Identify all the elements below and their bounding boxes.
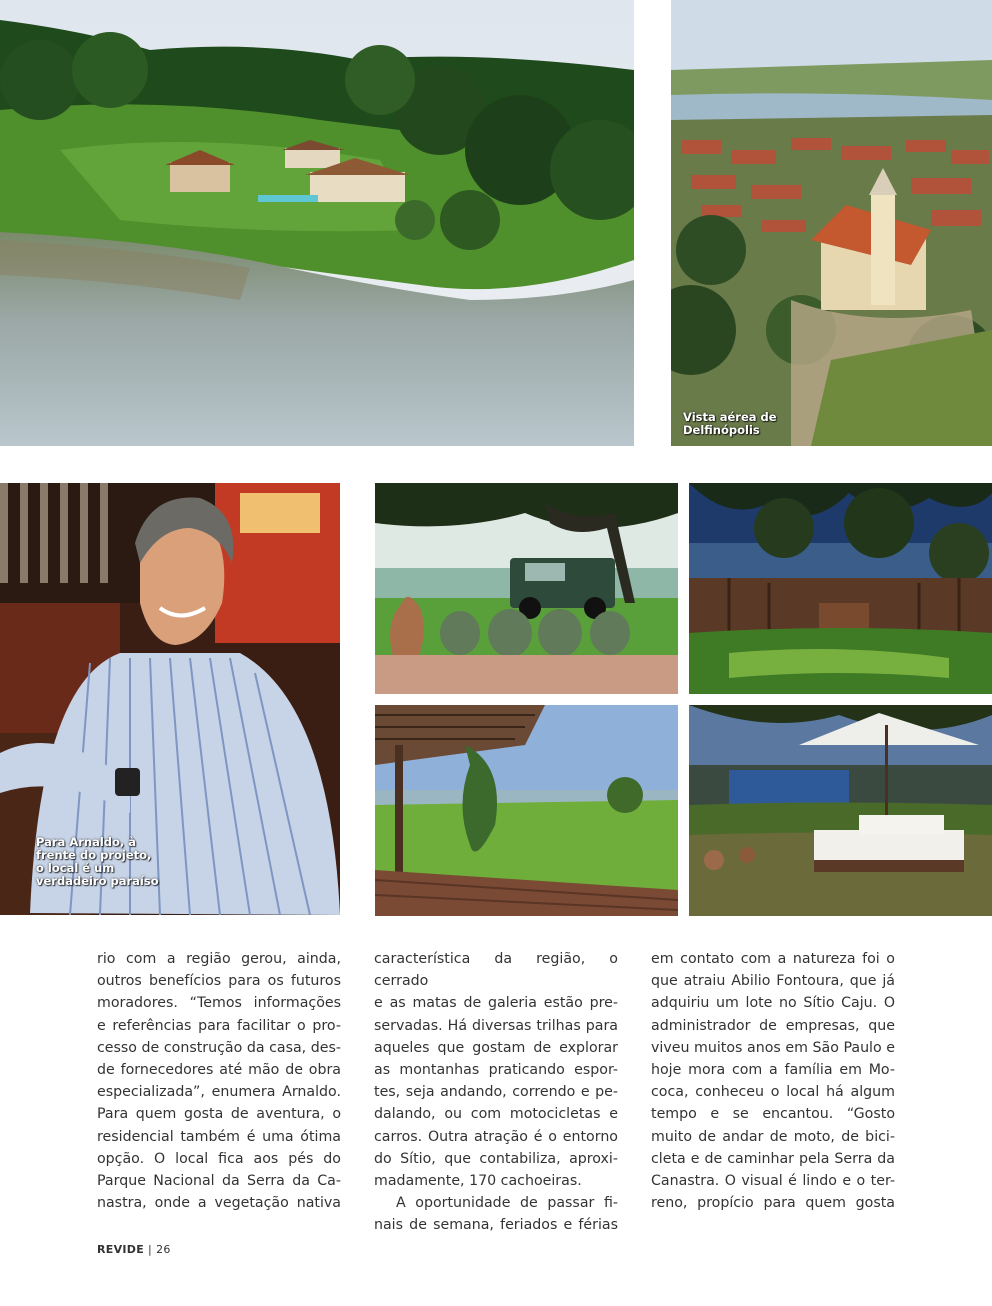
text-line: especializada”, enumera Arnaldo. <box>97 1084 341 1101</box>
text-line: de fornecedores até mão de obra <box>97 1062 341 1079</box>
article-paragraph <box>97 948 341 1214</box>
article-paragraph <box>374 1192 618 1236</box>
article-column-2 <box>374 948 618 1237</box>
text-line: cleta e de caminhar pela Serra da <box>651 1150 895 1167</box>
text-line: Para quem gosta de aventura, o <box>97 1106 341 1123</box>
text-line: Parque Nacional da Serra da Ca- <box>97 1173 341 1190</box>
lake-houses-aerial-photo <box>0 0 634 446</box>
text-line: carros. Outra atração é o entorno <box>374 1128 618 1145</box>
text-line: moradores. “Temos informações <box>97 995 341 1012</box>
text-line: reno, propício para quem gosta <box>651 1195 895 1212</box>
text-line: em contato com a natureza foi o <box>651 951 895 967</box>
text-line: hoje mora com a família em Mo- <box>651 1062 895 1079</box>
text-line: viveu muitos anos em São Paulo e <box>651 1039 895 1056</box>
text-line: do Sítio, que contabiliza, aproxi- <box>374 1150 618 1167</box>
portrait-caption <box>36 836 159 888</box>
text-line: outros benefícios para os futuros <box>97 973 341 990</box>
text-line: cesso de construção da casa, des- <box>97 1039 341 1056</box>
page-number: 26 <box>156 1243 171 1256</box>
text-line: as montanhas praticando espor- <box>374 1062 618 1079</box>
text-line: e referências para facilitar o pro- <box>97 1017 341 1034</box>
article-paragraph <box>651 948 895 1214</box>
text-line: madamente, 170 cachoeiras. <box>374 1173 582 1190</box>
caption-line: Para Arnaldo, à <box>36 835 137 849</box>
umbrella-lounge-photo <box>689 705 992 916</box>
article-paragraph <box>374 948 618 1192</box>
jeep-garden-photo <box>375 483 678 694</box>
magazine-name: REVIDE <box>97 1243 145 1256</box>
footer-separator: | <box>148 1243 153 1256</box>
caption-line: o local é um <box>36 861 115 875</box>
text-line: coca, conheceu o local há algum <box>651 1084 895 1101</box>
text-line: e as matas de galeria estão pre- <box>374 995 618 1012</box>
town-church-aerial-photo <box>671 0 992 446</box>
text-line: A oportunidade de passar fi- <box>396 1195 618 1212</box>
text-line: tes, seja andando, correndo e pe- <box>374 1084 618 1101</box>
caption-line: Vista aérea de <box>683 410 777 424</box>
text-line: dalando, ou com motocicletas e <box>374 1106 618 1123</box>
caption-line: frente do projeto, <box>36 848 152 862</box>
text-line: servadas. Há diversas trilhas para <box>374 1017 618 1034</box>
pergola-courtyard-photo <box>689 483 992 694</box>
caption-line: verdadeiro paraíso <box>36 874 159 888</box>
caption-line: Delfinópolis <box>683 423 760 437</box>
text-line: residencial também é uma ótima <box>97 1128 341 1145</box>
text-line: que atraiu Abilio Fontoura, que já <box>651 973 895 990</box>
text-line: Canastra. O visual é lindo e o ter- <box>651 1173 895 1190</box>
article-column-1 <box>97 948 341 1214</box>
text-line: rio com a região gerou, ainda, <box>97 951 341 967</box>
text-line: administrador de empresas, que <box>651 1017 895 1034</box>
text-line: opção. O local fica aos pés do <box>97 1150 341 1167</box>
text-line: muito de andar de moto, de bici- <box>651 1128 895 1145</box>
text-line: nastra, onde a vegetação nativa <box>97 1195 341 1212</box>
porch-lake-view-photo <box>375 705 678 916</box>
text-line: aqueles que gostam de explorar <box>374 1039 618 1056</box>
text-line: tempo e se encantou. “Gosto <box>651 1106 895 1123</box>
aerial-town-caption <box>683 411 777 437</box>
article-column-3 <box>651 948 895 1214</box>
text-line: nais de semana, feriados e férias <box>374 1217 618 1234</box>
page-footer <box>97 1243 171 1256</box>
text-line: adquiriu um lote no Sítio Caju. O <box>651 995 895 1012</box>
text-line: característica da região, o cerrado <box>374 951 618 990</box>
